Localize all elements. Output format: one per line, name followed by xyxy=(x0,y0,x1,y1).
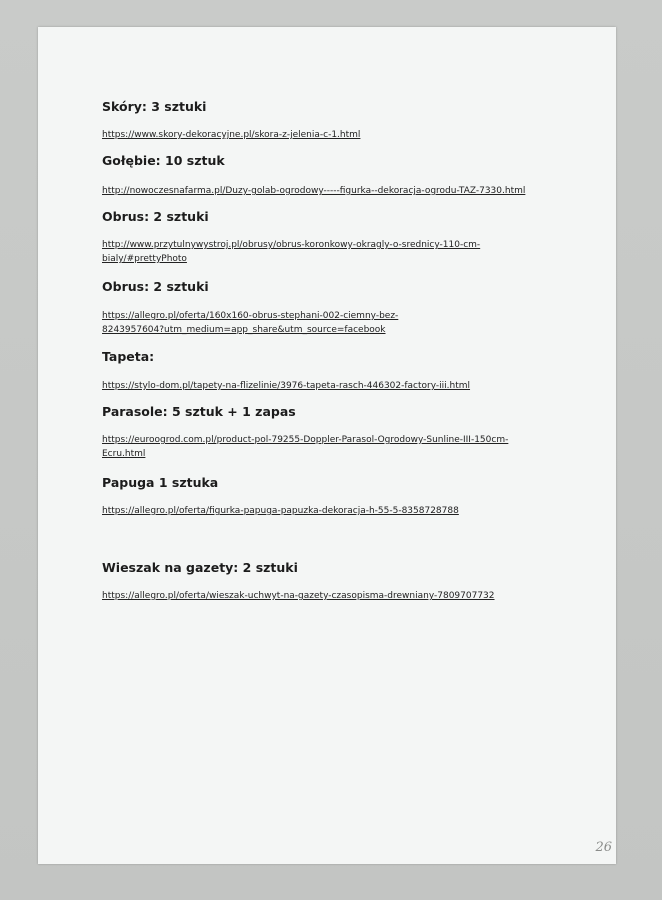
entry-title-skory: Skóry: 3 sztuki xyxy=(102,99,207,114)
link-line[interactable]: Ecru.html xyxy=(102,449,146,459)
entry-link-tapeta[interactable] xyxy=(102,379,522,393)
entry-link-wieszak[interactable] xyxy=(102,589,522,603)
link-line[interactable]: https://allegro.pl/oferta/figurka-papuga-papuzka-dekoracja-h-55-5-8358728788 xyxy=(102,506,459,516)
link-line[interactable]: https://stylo-dom.pl/tapety-na-flizelinie/3976-tapeta-rasch-446302-factory-iii.html xyxy=(102,381,471,391)
entry-title-golebie: Gołębie: 10 sztuk xyxy=(102,153,225,168)
entry-link-papuga[interactable] xyxy=(102,504,522,518)
entry-link-skory[interactable] xyxy=(102,128,522,142)
entry-title-parasole: Parasole: 5 sztuk + 1 zapas xyxy=(102,404,296,419)
entry-link-golebie[interactable] xyxy=(102,184,572,198)
entry-title-obrus-2: Obrus: 2 sztuki xyxy=(102,279,209,294)
entry-title-wieszak: Wieszak na gazety: 2 sztuki xyxy=(102,560,298,575)
entry-link-obrus-2[interactable] xyxy=(102,309,522,337)
entry-title-obrus-1: Obrus: 2 sztuki xyxy=(102,209,209,224)
link-line[interactable]: bialy/#prettyPhoto xyxy=(102,254,187,264)
page-number: 26 xyxy=(595,840,612,855)
link-line[interactable]: 8243957604?utm_medium=app_share&utm_source=facebook xyxy=(102,325,386,335)
document-page xyxy=(38,27,616,864)
entry-link-obrus-1[interactable] xyxy=(102,238,522,266)
link-line[interactable]: https://allegro.pl/oferta/wieszak-uchwyt-na-gazety-czasopisma-drewniany-7809707732 xyxy=(102,591,495,601)
link-line[interactable]: http://www.przytulnywystroj.pl/obrusy/obrus-koronkowy-okragly-o-srednicy-110-cm- xyxy=(102,240,481,250)
link-line[interactable]: https://euroogrod.com.pl/product-pol-79255-Doppler-Parasol-Ogrodowy-Sunline-III-150cm- xyxy=(102,435,509,445)
link-line[interactable]: https://allegro.pl/oferta/160x160-obrus-stephani-002-ciemny-bez- xyxy=(102,311,399,321)
entry-link-parasole[interactable] xyxy=(102,433,522,461)
entry-title-papuga: Papuga 1 sztuka xyxy=(102,475,219,490)
link-line[interactable]: https://www.skory-dekoracyjne.pl/skora-z-jelenia-c-1.html xyxy=(102,130,361,140)
link-line[interactable]: http://nowoczesnafarma.pl/Duzy-golab-ogrodowy-----figurka--dekoracja-ogrodu-TAZ-7330.html xyxy=(102,186,526,196)
entry-title-tapeta: Tapeta: xyxy=(102,349,155,364)
